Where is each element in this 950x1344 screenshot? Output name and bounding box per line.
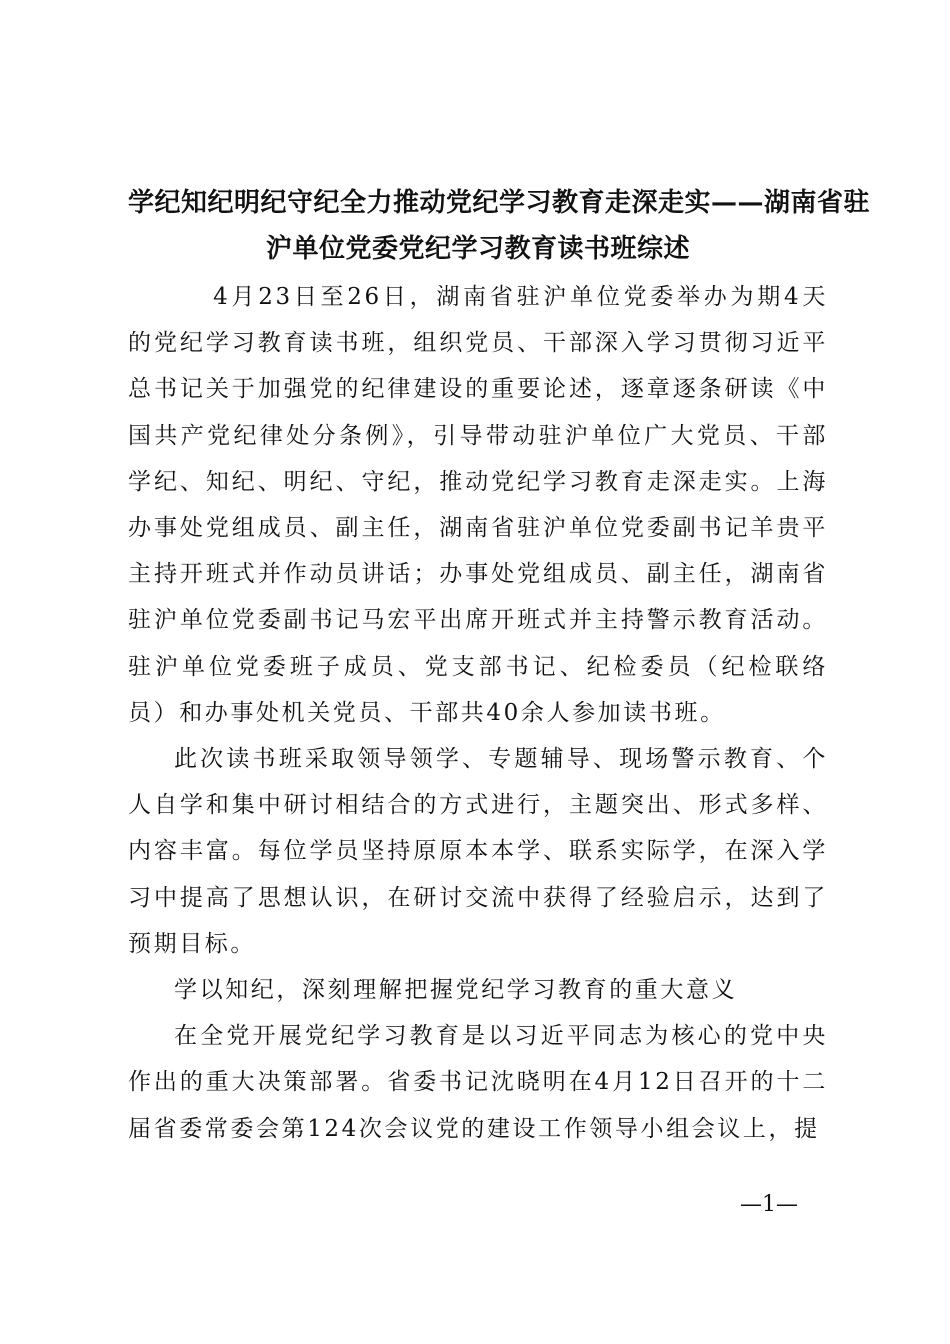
- title-line-1: 学纪知纪明纪守纪全力推动党纪学习教育走深走实——湖南省驻: [128, 188, 871, 218]
- paragraph-significance: 在全党开展党纪学习教育是以习近平同志为核心的党中央作出的重大决策部署。省委书记沈晓明在4月12日召开的十二届省委常委会第124次会议党的建设工作领导小组会议上，提: [128, 1023, 828, 1142]
- page-number: —1—: [740, 1192, 798, 1217]
- document-body: [128, 274, 828, 1152]
- section-heading: 学以知纪，深刻理解把握党纪学习教育的重大意义: [174, 977, 738, 1004]
- document-title: [128, 180, 871, 272]
- title-line-2: 沪单位党委党纪学习教育读书班综述: [265, 234, 690, 264]
- paragraph-intro: 4月23日至26日，湖南省驻沪单位党委举办为期4天的党纪学习教育读书班，组织党员、干部深入学习贯彻习近平总书记关于加强党的纪律建设的重要论述，逐章逐条研读《中国共产党纪律处分条例》，引导带动驻沪单位广大党员、干部学纪、知纪、明纪、守纪，推动党纪学习教育走深走实。上海办事处党组成员、副主任，湖南省驻沪单位党委副书记羊贵平主持开班式并作动员讲话；办事处党组成员、副主任，湖南省驻沪单位党委副书记马宏平出席开班式并主持警示教育活动。驻沪单位党委班子成员、党支部书记、纪检委员（纪检联络员）和办事处机关党员、干部共40余人参加读书班。: [128, 284, 828, 726]
- paragraph-format: 此次读书班采取领导领学、专题辅导、现场警示教育、个人自学和集中研讨相结合的方式进行，主题突出、形式多样、内容丰富。每位学员坚持原原本本学、联系实际学，在深入学习中提高了思想认识，在研讨交流中获得了经验启示，达到了预期目标。: [128, 746, 828, 957]
